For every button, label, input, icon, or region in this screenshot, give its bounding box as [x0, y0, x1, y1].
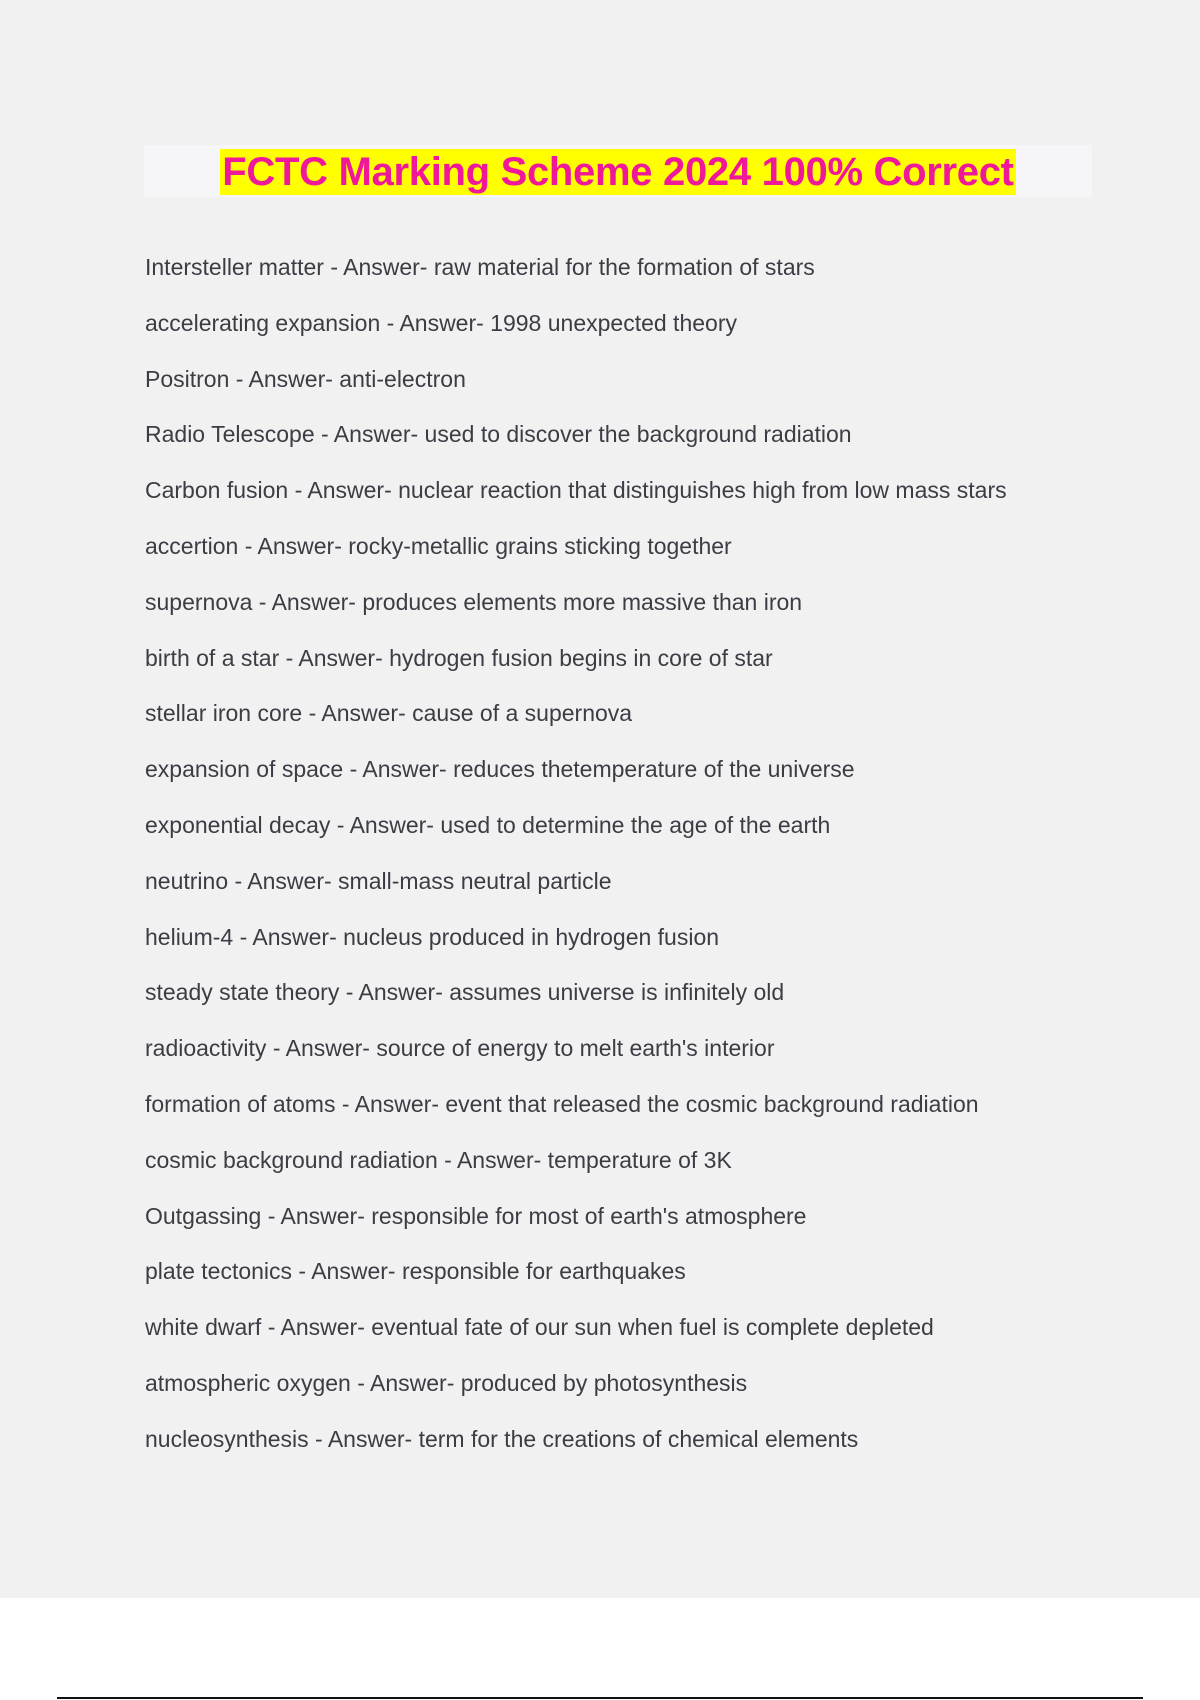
qa-list: [145, 250, 1105, 1478]
qa-item: radioactivity - Answer- source of energy to melt earth's interior: [145, 1035, 775, 1062]
qa-item: accelerating expansion - Answer- 1998 unexpected theory: [145, 309, 737, 336]
qa-item: Intersteller matter - Answer- raw material for the formation of stars: [145, 254, 815, 280]
qa-item: Outgassing - Answer- responsible for most of earth's atmosphere: [145, 1202, 807, 1229]
qa-item: nucleosynthesis - Answer- term for the creations of chemical elements: [145, 1425, 859, 1452]
qa-item: expansion of space - Answer- reduces thetemperature of the universe: [145, 756, 855, 783]
qa-item: cosmic background radiation - Answer- temperature of 3K: [145, 1146, 732, 1173]
qa-item: supernova - Answer- produces elements more massive than iron: [145, 588, 803, 615]
qa-item: plate tectonics - Answer- responsible for earthquakes: [145, 1258, 686, 1285]
qa-item: neutrino - Answer- small-mass neutral particle: [145, 867, 612, 894]
footer-divider: [57, 1697, 1143, 1699]
qa-item: white dwarf - Answer- eventual fate of our sun when fuel is complete depleted: [145, 1314, 934, 1341]
qa-item: exponential decay - Answer- used to determine the age of the earth: [145, 811, 831, 838]
title-band: [144, 145, 1092, 197]
qa-item: atmospheric oxygen - Answer- produced by photosynthesis: [145, 1369, 748, 1396]
qa-item: steady state theory - Answer- assumes universe is infinitely old: [145, 979, 785, 1006]
page-title: FCTC Marking Scheme 2024 100% Correct: [222, 150, 1014, 194]
qa-item: accertion - Answer- rocky-metallic grains sticking together: [145, 532, 732, 559]
qa-item: Radio Telescope - Answer- used to discover the background radiation: [145, 421, 852, 448]
qa-item: Positron - Answer- anti-electron: [145, 365, 466, 392]
qa-item: Carbon fusion - Answer- nuclear reaction that distinguishes high from low mass stars: [145, 477, 1007, 504]
qa-item: stellar iron core - Answer- cause of a supernova: [145, 700, 633, 727]
qa-item: helium-4 - Answer- nucleus produced in hydrogen fusion: [145, 923, 720, 950]
qa-item: birth of a star - Answer- hydrogen fusion begins in core of star: [145, 644, 773, 671]
qa-item: formation of atoms - Answer- event that released the cosmic background radiation: [145, 1090, 979, 1117]
